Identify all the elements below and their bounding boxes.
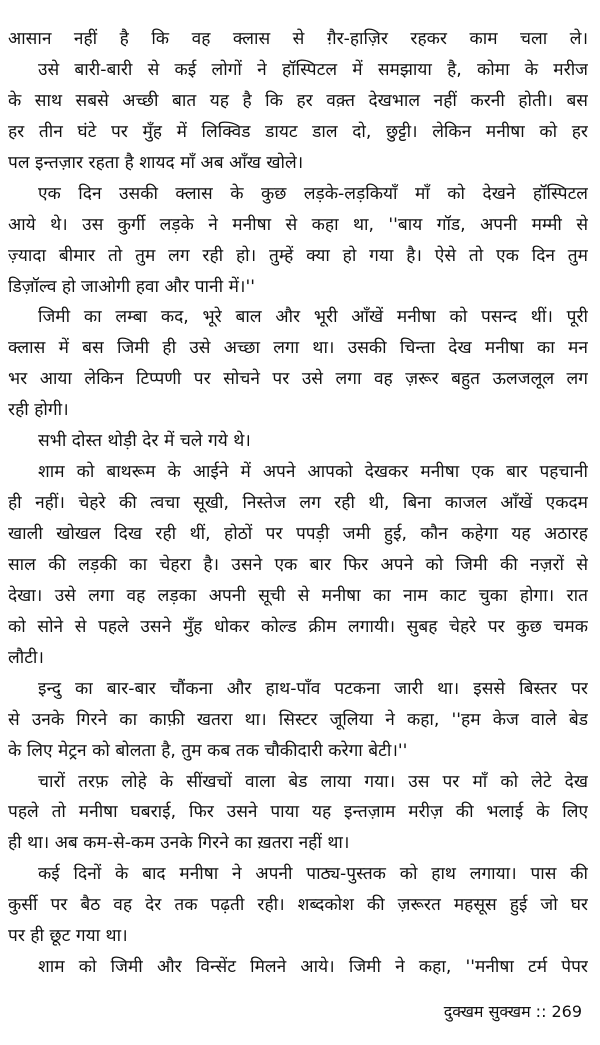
paragraph-end-line: रही होगी। (8, 400, 69, 421)
text-line: कुर्सी पर बैठ वह देर तक पढ़ती रही। शब्दकोश की ज़रूरत महसूस हुई जो घर (8, 895, 588, 916)
book-title: दुक्खम सुक्खम (443, 1002, 531, 1021)
paragraph-end-line: पल इन्तज़ार रहता है शायद माँ अब आँख खोले। (8, 152, 304, 173)
paragraph-end-line: पर ही छूट गया था। (8, 926, 128, 947)
text-line: खाली खोखल दिख रही थीं, होठों पर पपड़ी जमी हुई, कौन कहेगा यह अठारह (8, 524, 588, 544)
text-line: से उनके गिरने का काफ़ी खतरा था। सिस्टर जूलिया ने कहा, ''हम केज वाले बेड (8, 709, 588, 730)
paragraph-line: सभी दोस्त थोड़ी देर में चले गये थे। (38, 431, 251, 452)
paragraph-start-line: इन्दु का बार-बार चौंकना और हाथ-पाँव पटकना जारी था। इससे बिस्तर पर (38, 678, 588, 699)
paragraph-end-line: ही था। अब कम-से-कम उनके गिरने का ख़तरा नहीं था। (8, 833, 350, 854)
paragraph-start-line: जिमी का लम्बा कद, भूरे बाल और भूरी आँखें मनीषा को पसन्द थीं। पूरी (38, 307, 588, 328)
body-text (8, 24, 588, 983)
text-line: देखा। उसे लगा वह लड़का अपनी सूची से मनीषा का नाम काट चुका होगा। रात (8, 585, 588, 606)
text-line: क्लास में बस जिमी ही उसे अच्छा लगा था। उसकी चिन्ता देख मनीषा का मन (8, 338, 588, 359)
text-line: भर आया लेकिन टिप्पणी पर सोचने पर उसे लगा वह ज़रूर बहुत ऊलजलूल लग (8, 369, 588, 390)
text-line: पहले तो मनीषा घबराई, फिर उसने पाया यह इन्तज़ाम मरीज़ की भलाई के लिए (8, 802, 588, 823)
paragraph-start-line: शाम को बाथरूम के आईने में अपने आपको देखकर मनीषा एक बार पहचानी (38, 462, 588, 483)
paragraph-start-line: कई दिनों के बाद मनीषा ने अपनी पाठ्य-पुस्तक को हाथ लगाया। पास की (38, 864, 588, 885)
paragraph-start-line: एक दिन उसकी क्लास के कुछ लड़के-लड़कियाँ माँ को देखने हॉस्पिटल (38, 183, 588, 204)
text-line: आसान नहीं है कि वह क्लास से ग़ैर-हाज़िर रहकर काम चला ले। (8, 29, 588, 49)
text-line: के साथ सबसे अच्छी बात यह है कि हर वक़्त देखभाल नहीं करनी होती। बस (8, 90, 588, 111)
text-line: ज़्यादा बीमार तो तुम लग रही हो। तुम्हें क्या हो गया है। ऐसे तो एक दिन तुम (8, 245, 588, 266)
paragraph-end-line: के लिए मेट्रन को बोलता है, तुम कब तक चौकीदारी करेगा बेटी।'' (8, 740, 408, 761)
paragraph-end-line: डिज़ॉल्व हो जाओगी हवा और पानी में।'' (8, 276, 255, 297)
paragraph-start-line: शाम को जिमी और विन्सेंट मिलने आये। जिमी ने कहा, ''मनीषा टर्म पेपर (38, 957, 588, 978)
text-line: साल की लड़की का चेहरा है। उसने एक बार फिर अपने को जिमी की नज़रों से (8, 554, 588, 575)
text-line: को सोने से पहले उसने मुँह धोकर कोल्ड क्रीम लगायी। सुबह चेहरे पर कुछ चमक (8, 616, 588, 637)
text-line: आये थे। उस कुर्गी लड़के ने मनीषा से कहा था, ''बाय गॉड, अपनी मम्मी से (8, 214, 588, 235)
paragraph-start-line: चारों तरफ़ लोहे के सींखचों वाला बेड लाया गया। उस पर माँ को लेटे देख (38, 771, 588, 792)
page-number: 269 (551, 1002, 582, 1021)
text-line: ही नहीं। चेहरे की त्वचा सूखी, निस्तेज लग रही थी, बिना काजल आँखें एकदम (8, 493, 588, 514)
page-footer (444, 1001, 582, 1023)
paragraph-end-line: लौटी। (8, 647, 44, 668)
text-line: हर तीन घंटे पर मुँह में लिक्विड डायट डाल दो, छुट्टी। लेकिन मनीषा को हर (8, 121, 588, 142)
paragraph-start-line: उसे बारी-बारी से कई लोगों ने हॉस्पिटल में समझाया है, कोमा के मरीज (38, 59, 588, 80)
footer-separator: :: (535, 1002, 547, 1021)
